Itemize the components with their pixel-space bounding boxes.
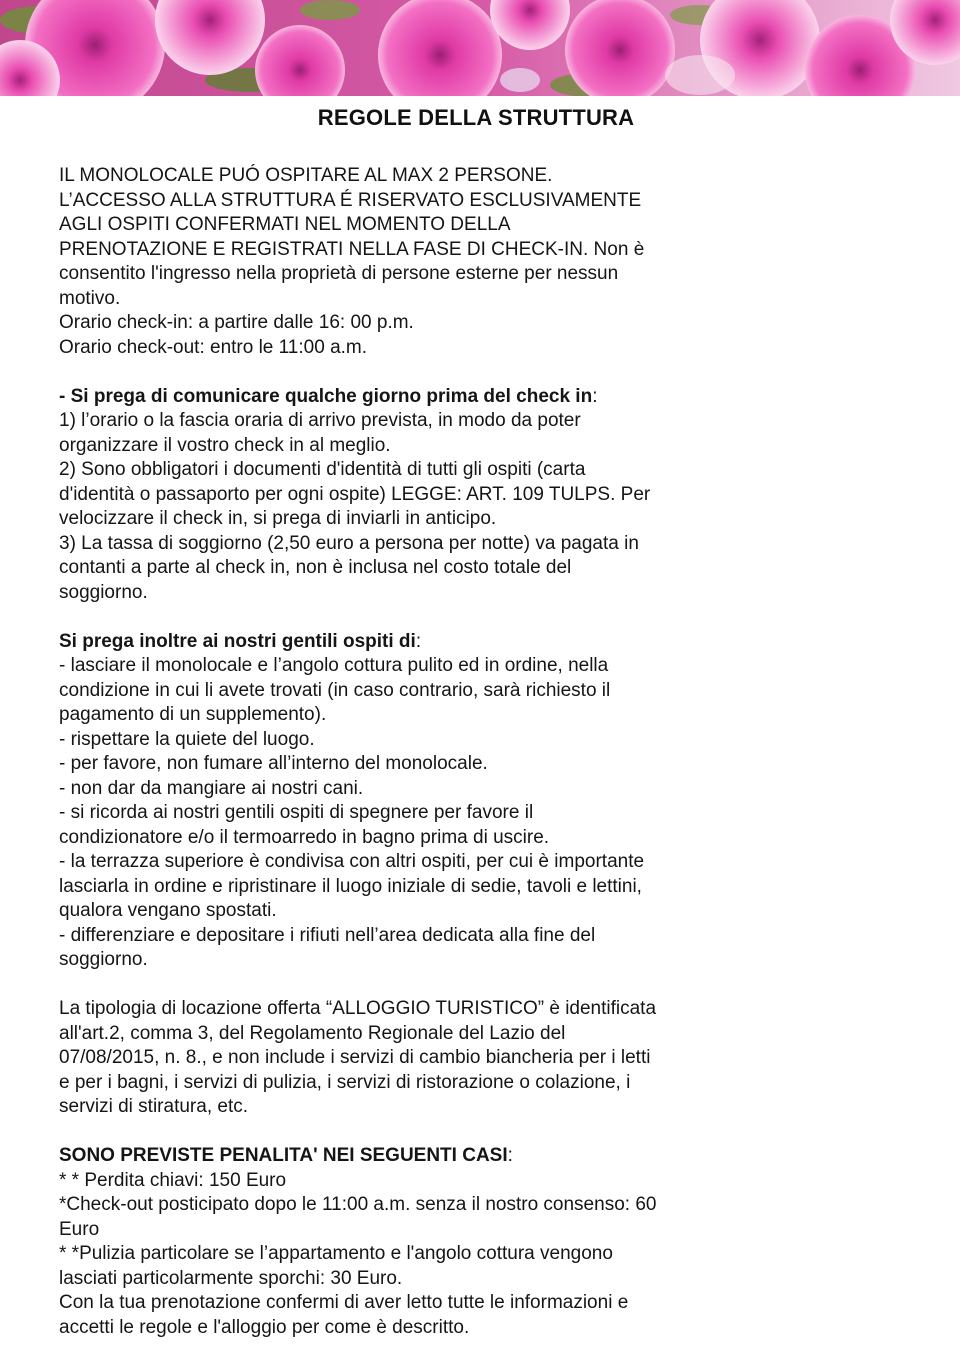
- page-title: REGOLE DELLA STRUTTURA: [317, 105, 635, 130]
- legal-line: servizi di stiratura, etc.: [59, 1096, 248, 1117]
- communicate-heading-text: - Si prega di comunicare qualche giorno prima del check in: [59, 385, 593, 407]
- penalties-heading: [59, 1144, 759, 1169]
- list-item: * *Pulizia particolare se l’appartamento e l'angolo cottura vengono: [59, 1243, 613, 1264]
- intro-line: PRENOTAZIONE E REGISTRATI NELLA FASE DI CHECK-IN. Non è: [59, 238, 645, 260]
- list-item: lasciarla in ordine e ripristinare il luogo iniziale di sedie, tavoli e lettini,: [59, 875, 642, 897]
- legal-line: 07/08/2015, n. 8., e non include i servizi di cambio biancheria per i letti: [59, 1047, 651, 1068]
- list-item: Euro: [59, 1218, 100, 1240]
- list-item: condizionatore e/o il termoarredo in bagno prima di uscire.: [59, 826, 550, 848]
- intro-line: motivo.: [59, 287, 121, 309]
- flower-banner-image: [0, 0, 960, 96]
- list-item: lasciati particolarmente sporchi: 30 Euro.: [59, 1267, 403, 1289]
- list-item: - si ricorda ai nostri gentili ospiti di spegnere per favore il: [59, 802, 534, 823]
- list-item: - non dar da mangiare ai nostri cani.: [59, 777, 364, 799]
- checkin-time: Orario check-in: a partire dalle 16: 00 p.m.: [59, 312, 414, 333]
- list-item: 2) Sono obbligatori i documenti d'identità di tutti gli ospiti (carta: [59, 459, 586, 480]
- list-item: contanti a parte al check in, non è inclusa nel costo totale del: [59, 557, 572, 578]
- penalties-heading-text: SONO PREVISTE PENALITA' NEI SEGUENTI CASI: [59, 1145, 508, 1166]
- list-item: velocizzare il check in, si prega di inviarli in anticipo.: [59, 508, 497, 529]
- list-item: - lasciare il monolocale e l’angolo cottura pulito ed in ordine, nella: [59, 655, 609, 676]
- legal-section: [59, 997, 759, 1120]
- intro-line: consentito l'ingresso nella proprietà di persone esterne per nessun: [59, 263, 619, 284]
- closing-line: accetti le regole e l'alloggio per come è descritto.: [59, 1316, 470, 1338]
- intro-line: L’ACCESSO ALLA STRUTTURA É RISERVATO ESCLUSIVAMENTE: [59, 189, 642, 211]
- guests-section: [59, 630, 759, 973]
- list-item: soggiorno.: [59, 949, 148, 970]
- guests-heading: [59, 630, 759, 655]
- list-item: qualora vengano spostati.: [59, 900, 277, 921]
- list-item: 1) l’orario o la fascia oraria di arrivo prevista, in modo da poter: [59, 410, 581, 431]
- communicate-section: [59, 385, 759, 606]
- list-item: pagamento di un supplemento).: [59, 704, 327, 725]
- list-item: organizzare il vostro check in al meglio.: [59, 434, 391, 456]
- list-item: - differenziare e depositare i rifiuti nell’area dedicata alla fine del: [59, 924, 596, 946]
- list-item: - rispettare la quiete del luogo.: [59, 728, 315, 750]
- closing-line: Con la tua prenotazione confermi di aver letto tutte le informazioni e: [59, 1292, 629, 1313]
- legal-line: all'art.2, comma 3, del Regolamento Regionale del Lazio del: [59, 1022, 566, 1044]
- rules-content: [59, 164, 759, 1340]
- guests-heading-text: Si prega inoltre ai nostri gentili ospiti di: [59, 630, 416, 652]
- intro-section: [59, 164, 759, 360]
- intro-line: IL MONOLOCALE PUÓ OSPITARE AL MAX 2 PERSONE.: [59, 165, 553, 186]
- list-item: condizione in cui li avete trovati (in caso contrario, sarà richiesto il: [59, 679, 611, 701]
- list-item: 3) La tassa di soggiorno (2,50 euro a persona per notte) va pagata in: [59, 532, 639, 554]
- list-item: d'identità o passaporto per ogni ospite) LEGGE: ART. 109 TULPS. Per: [59, 483, 651, 505]
- legal-line: e per i bagni, i servizi di pulizia, i servizi di ristorazione o colazione, i: [59, 1071, 631, 1093]
- list-item: - per favore, non fumare all’interno del monolocale.: [59, 753, 488, 774]
- communicate-heading: [59, 385, 759, 410]
- intro-line: AGLI OSPITI CONFERMATI NEL MOMENTO DELLA: [59, 214, 511, 235]
- heading-colon: :: [592, 385, 598, 407]
- list-item: * * Perdita chiavi: 150 Euro: [59, 1169, 287, 1191]
- heading-colon: :: [507, 1145, 513, 1166]
- penalties-section: [59, 1144, 759, 1340]
- checkout-time: Orario check-out: entro le 11:00 a.m.: [59, 336, 368, 358]
- heading-colon: :: [415, 630, 422, 652]
- list-item: *Check-out posticipato dopo le 11:00 a.m. senza il nostro consenso: 60: [59, 1194, 657, 1215]
- list-item: - la terrazza superiore è condivisa con altri ospiti, per cui è importante: [59, 851, 645, 872]
- legal-line: La tipologia di locazione offerta “ALLOGGIO TURISTICO” è identificata: [59, 998, 657, 1019]
- list-item: soggiorno.: [59, 581, 148, 603]
